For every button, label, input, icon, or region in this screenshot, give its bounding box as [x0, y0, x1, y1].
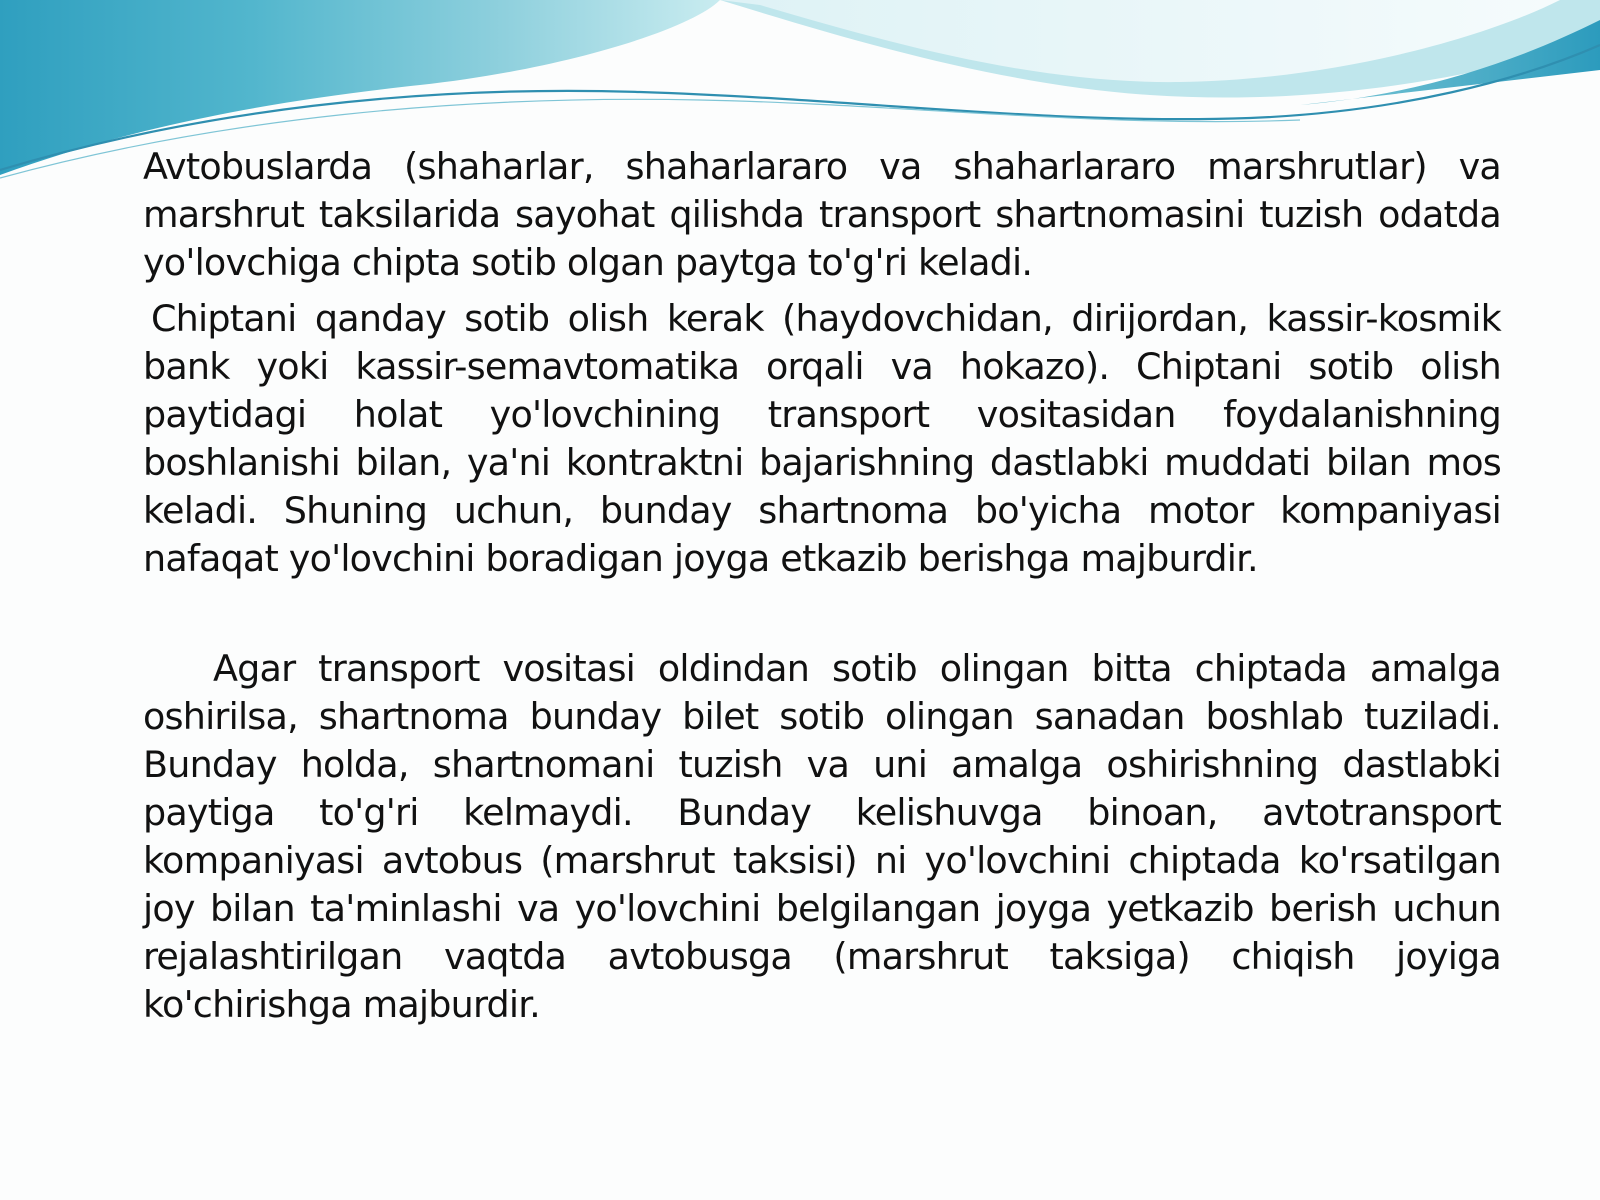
- slide-body-text: [143, 143, 1501, 1029]
- paragraph-2: Chiptani qanday sotib olish kerak (haydovchidan, dirijordan, kassir-kosmik bank yoki kassir-semavtomatika orqali va hokazo). Chiptani sotib olish paytidagi holat yo'lovchining transport vositasidan foydalanishning boshlanishi bilan, ya'ni kontraktni bajarishning dastlabki muddati bilan mos keladi. Shuning uchun, bunday shartnoma bo'yicha motor kompaniyasi nafaqat yo'lovchini boradigan joyga etkazib berishga majburdir.: [143, 297, 1501, 580]
- paragraph-3: Agar transport vositasi oldindan sotib olingan bitta chiptada amalga oshirilsa, shartnoma bunday bilet sotib olingan sanadan boshlab tuziladi. Bunday holda, shartnomani tuzish va uni amalga oshirishning dastlabki paytiga to'g'ri kelmaydi. Bunday kelishuvga binoan, avtotransport kompaniyasi avtobus (marshrut taksisi) ni yo'lovchini chiptada ko'rsatilgan joy bilan ta'minlashi va yo'lovchini belgilangan joyga yetkazib berish uchun rejalashtirilgan vaqtda avtobusga (marshrut taksiga) chiqish joyiga ko'chirishga majburdir.: [143, 647, 1501, 1026]
- paragraph-1: Avtobuslarda (shaharlar, shaharlararo va shaharlararo marshrutlar) va marshrut taksilarida sayohat qilishda transport shartnomasini tuzish odatda yo'lovchiga chipta sotib olgan paytga to'g'ri keladi.: [143, 145, 1501, 284]
